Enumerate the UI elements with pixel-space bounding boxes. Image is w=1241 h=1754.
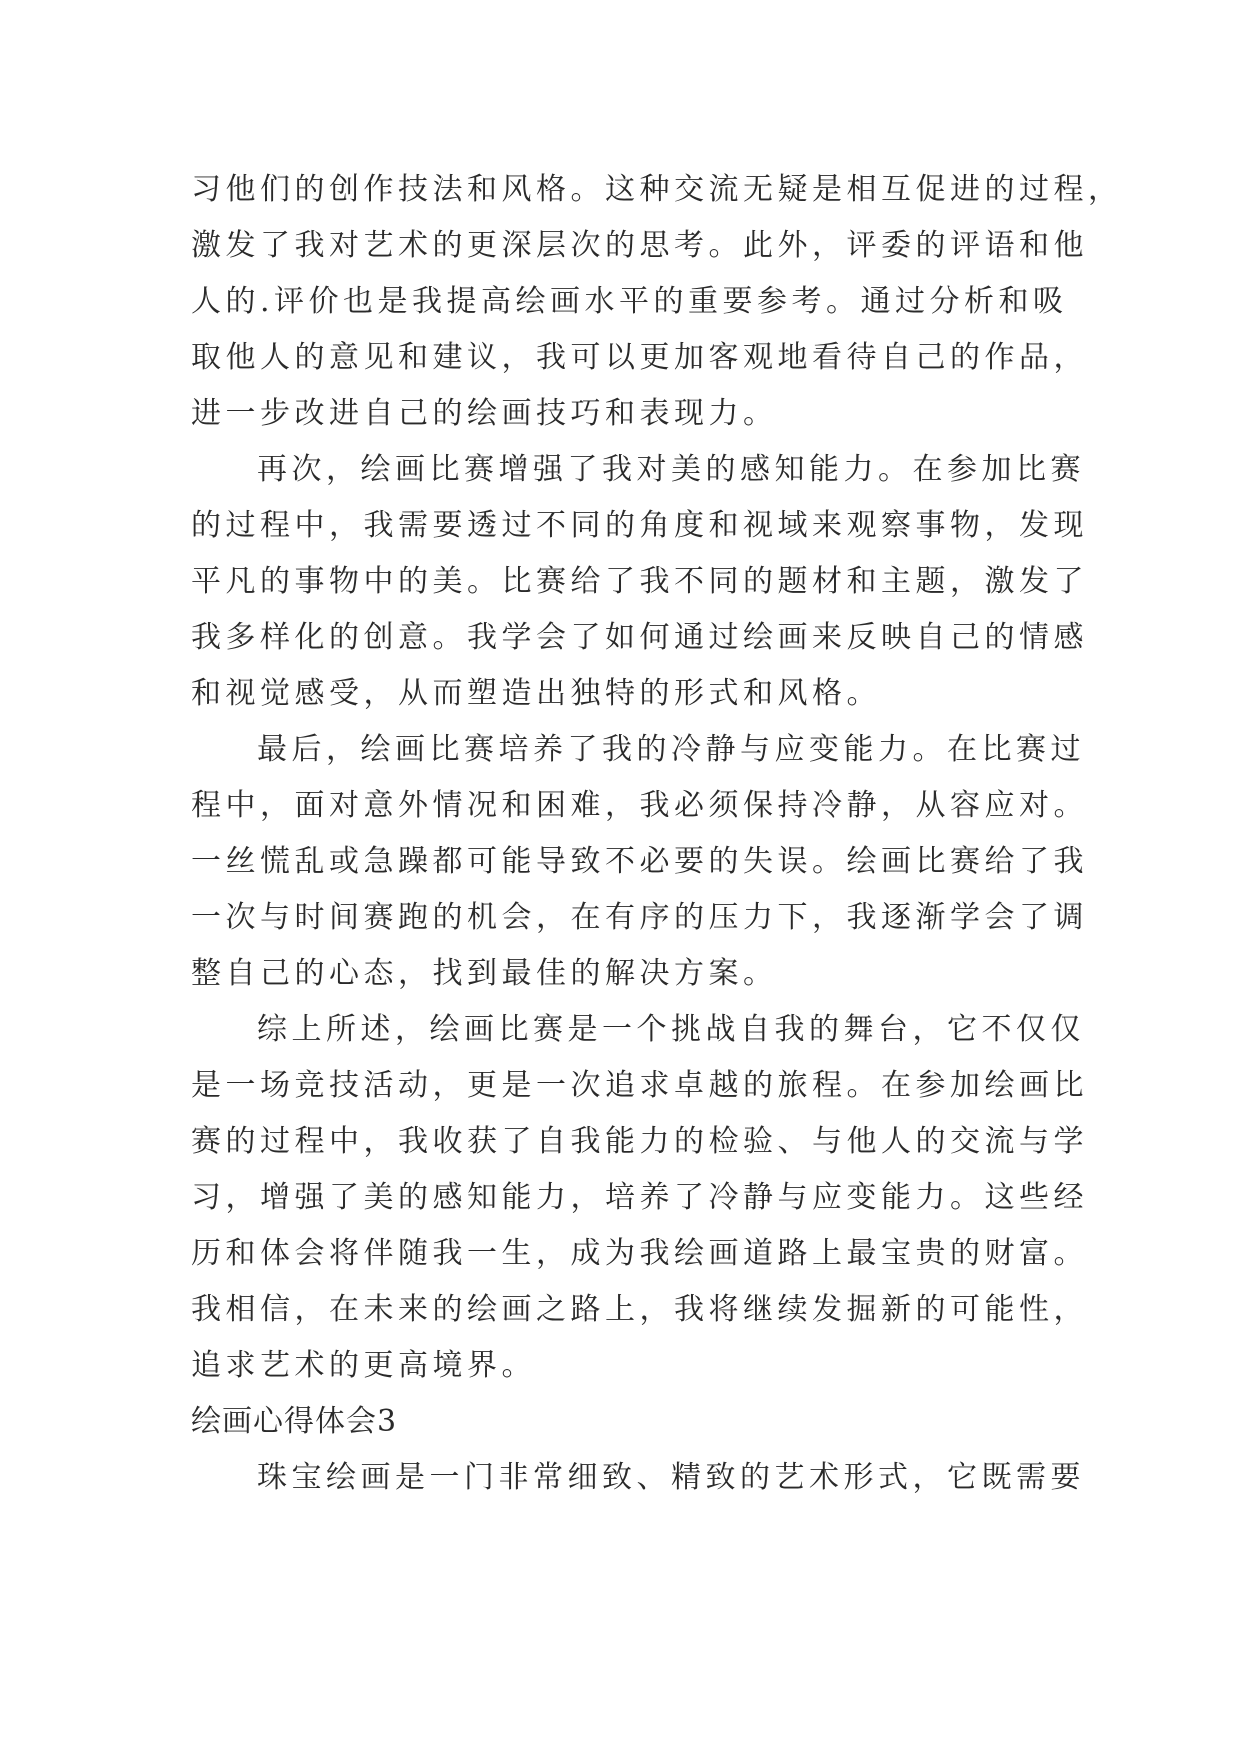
text-line: 是一场竞技活动，更是一次追求卓越的旅程。在参加绘画比 xyxy=(191,1068,1088,1103)
text-line: 激发了我对艺术的更深层次的思考。此外，评委的评语和他 xyxy=(191,228,1088,263)
text-line: 进一步改进自己的绘画技巧和表现力。 xyxy=(191,396,778,431)
text-line: 习他们的创作技法和风格。这种交流无疑是相互促进的过程， xyxy=(191,172,1123,207)
text-line: 和视觉感受，从而塑造出独特的形式和风格。 xyxy=(191,676,881,711)
paragraph-first-line: 综上所述，绘画比赛是一个挑战自我的舞台，它不仅仅 xyxy=(257,1012,1085,1047)
text-line: 赛的过程中，我收获了自我能力的检验、与他人的交流与学 xyxy=(191,1124,1088,1159)
text-line: 取他人的意见和建议，我可以更加客观地看待自己的作品， xyxy=(191,340,1088,375)
paragraph-first-line: 珠宝绘画是一门非常细致、精致的艺术形式，它既需要 xyxy=(257,1460,1085,1495)
text-line: 整自己的心态，找到最佳的解决方案。 xyxy=(191,956,778,991)
text-line: 平凡的事物中的美。比赛给了我不同的题材和主题，激发了 xyxy=(191,564,1088,599)
text-line: 一丝慌乱或急躁都可能导致不必要的失误。绘画比赛给了我 xyxy=(191,844,1088,879)
text-line: 历和体会将伴随我一生，成为我绘画道路上最宝贵的财富。 xyxy=(191,1236,1088,1271)
text-line: 我多样化的创意。我学会了如何通过绘画来反映自己的情感 xyxy=(191,620,1088,655)
text-line: 程中，面对意外情况和困难，我必须保持冷静，从容应对。 xyxy=(191,788,1088,823)
text-line: 我相信，在未来的绘画之路上，我将继续发掘新的可能性， xyxy=(191,1292,1088,1327)
text-line: 一次与时间赛跑的机会，在有序的压力下，我逐渐学会了调 xyxy=(191,900,1088,935)
paragraph-first-line: 最后，绘画比赛培养了我的冷静与应变能力。在比赛过 xyxy=(257,732,1085,767)
text-line: 人的.评价也是我提高绘画水平的重要参考。通过分析和吸 xyxy=(191,284,1068,319)
section-heading: 绘画心得体会3 xyxy=(191,1404,398,1439)
text-line: 的过程中，我需要透过不同的角度和视域来观察事物，发现 xyxy=(191,508,1088,543)
text-line: 习，增强了美的感知能力，培养了冷静与应变能力。这些经 xyxy=(191,1180,1088,1215)
paragraph-first-line: 再次，绘画比赛增强了我对美的感知能力。在参加比赛 xyxy=(257,452,1085,487)
text-line: 追求艺术的更高境界。 xyxy=(191,1348,536,1383)
